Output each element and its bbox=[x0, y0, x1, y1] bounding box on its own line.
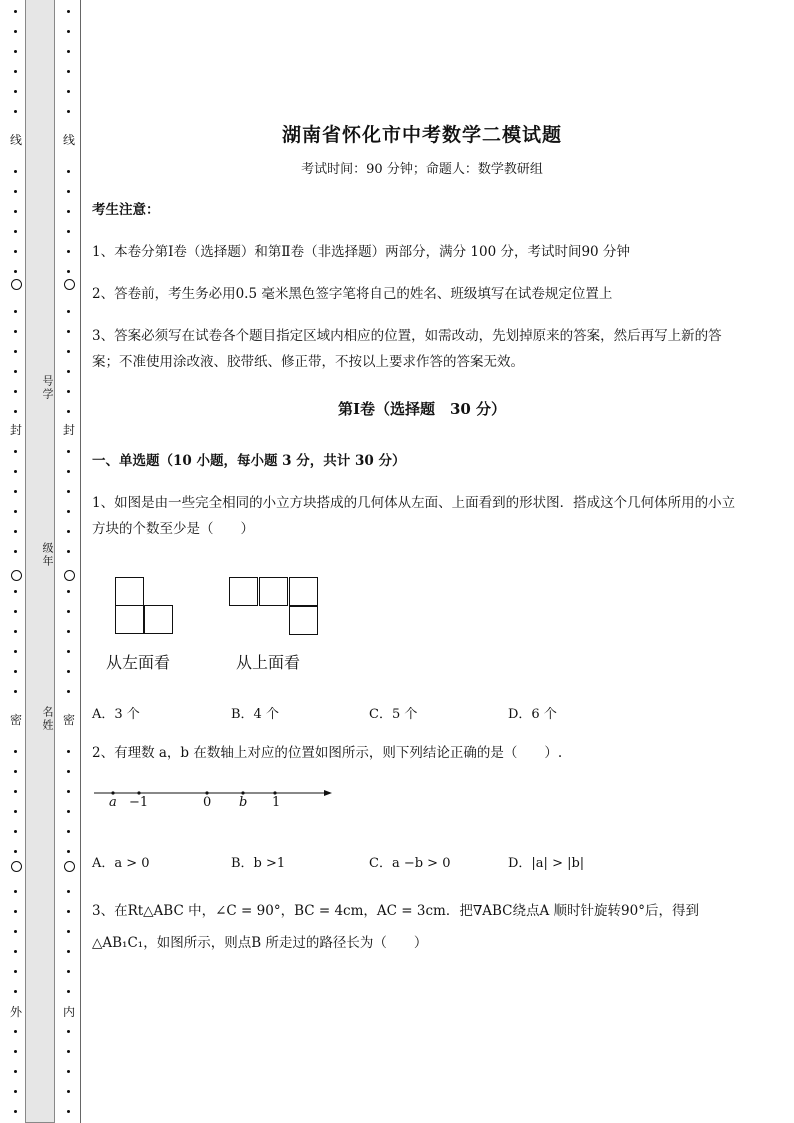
margin-dot bbox=[14, 830, 17, 833]
q1-option-c[interactable]: C．5 个 bbox=[369, 707, 418, 722]
margin-dot bbox=[14, 1050, 17, 1053]
question-3-line-1: 3、在Rt△ABC 中，∠C = 90°，BC = 4cm，AC = 3cm．把∇ABC绕点A 顺时针旋转90°后，得到 bbox=[92, 903, 699, 919]
margin-dot bbox=[14, 910, 17, 913]
margin-dot bbox=[67, 750, 70, 753]
margin-dot bbox=[14, 790, 17, 793]
margin-dot bbox=[67, 170, 70, 173]
margin-dot bbox=[67, 530, 70, 533]
margin-dot bbox=[67, 810, 70, 813]
margin-dot bbox=[14, 250, 17, 253]
margin-dot bbox=[67, 450, 70, 453]
margin-circle bbox=[11, 279, 22, 290]
outer-margin-word: 封 bbox=[9, 423, 22, 437]
margin-dot bbox=[14, 210, 17, 213]
margin-dot bbox=[14, 310, 17, 313]
margin-dot bbox=[67, 1070, 70, 1073]
q1-option-d[interactable]: D．6 个 bbox=[508, 707, 557, 722]
notice-item-2: 2、答卷前，考生务必用0.5 毫米黑色签字笔将自己的姓名、班级填写在试卷规定位置上 bbox=[92, 286, 613, 302]
label-zero: 0 bbox=[203, 795, 212, 810]
margin-dot bbox=[14, 990, 17, 993]
section-title: 第Ⅰ卷（选择题 30 分） bbox=[337, 400, 507, 418]
margin-circle bbox=[64, 279, 75, 290]
margin-dot bbox=[67, 190, 70, 193]
margin-dot bbox=[67, 550, 70, 553]
margin-circle bbox=[64, 861, 75, 872]
margin-dot bbox=[14, 110, 17, 113]
part-heading: 一、单选题（10 小题，每小题 3 分，共计 30 分） bbox=[92, 453, 406, 469]
outer-dotted-line bbox=[11, 0, 21, 1123]
margin-dot bbox=[67, 1090, 70, 1093]
margin-dot bbox=[14, 510, 17, 513]
margin-dot bbox=[14, 610, 17, 613]
name-field: 名姓 bbox=[41, 706, 54, 732]
number-line-figure bbox=[92, 780, 342, 820]
margin-dot bbox=[67, 670, 70, 673]
margin-dot bbox=[67, 310, 70, 313]
margin-dot bbox=[67, 610, 70, 613]
margin-dot bbox=[14, 50, 17, 53]
margin-dot bbox=[67, 850, 70, 853]
margin-dot bbox=[14, 670, 17, 673]
outer-margin-word: 密 bbox=[9, 713, 22, 727]
margin-dot bbox=[67, 1030, 70, 1033]
margin-circle bbox=[11, 570, 22, 581]
margin-dot bbox=[14, 350, 17, 353]
label-a: a bbox=[109, 795, 117, 810]
q2-option-c[interactable]: C．a −b > 0 bbox=[369, 856, 451, 871]
label-one: 1 bbox=[272, 795, 281, 810]
margin-dot bbox=[67, 830, 70, 833]
margin-dot bbox=[14, 90, 17, 93]
left-view-caption: 从左面看 bbox=[106, 653, 171, 672]
margin-dot bbox=[67, 390, 70, 393]
margin-dot bbox=[67, 110, 70, 113]
margin-dot bbox=[67, 230, 70, 233]
margin-dot bbox=[14, 650, 17, 653]
margin-dot bbox=[67, 690, 70, 693]
top-view-caption: 从上面看 bbox=[236, 653, 301, 672]
margin-dot bbox=[14, 490, 17, 493]
margin-dot bbox=[67, 770, 70, 773]
margin-dot bbox=[14, 750, 17, 753]
margin-dot bbox=[14, 390, 17, 393]
margin-circle bbox=[11, 861, 22, 872]
inner-dotted-line bbox=[64, 0, 74, 1123]
margin-dot bbox=[67, 950, 70, 953]
question-3-line-2: △AB₁C₁，如图所示，则点B 所走过的路径长为（ ） bbox=[92, 935, 428, 951]
margin-dot bbox=[67, 490, 70, 493]
margin-dot bbox=[14, 690, 17, 693]
margin-dot bbox=[67, 910, 70, 913]
margin-dot bbox=[67, 410, 70, 413]
margin-dot bbox=[14, 950, 17, 953]
margin-dot bbox=[14, 1070, 17, 1073]
margin-dot bbox=[14, 330, 17, 333]
margin-dot bbox=[67, 650, 70, 653]
margin-dot bbox=[14, 630, 17, 633]
margin-dot bbox=[14, 770, 17, 773]
margin-dot bbox=[14, 450, 17, 453]
q1-option-a[interactable]: A．3 个 bbox=[92, 707, 140, 722]
label-neg-one: −1 bbox=[129, 795, 149, 810]
margin-dot bbox=[14, 930, 17, 933]
student-id-field: 号学 bbox=[41, 375, 54, 401]
margin-dot bbox=[14, 230, 17, 233]
margin-dot bbox=[67, 970, 70, 973]
margin-dot bbox=[14, 370, 17, 373]
margin-dot bbox=[67, 50, 70, 53]
margin-dot bbox=[14, 190, 17, 193]
outer-margin-word: 外 bbox=[9, 1005, 22, 1019]
q1-option-b[interactable]: B．4 个 bbox=[231, 707, 279, 722]
notice-item-3: 3、答案必须写在试卷各个题目指定区域内相应的位置，如需改动，先划掉原来的答案，然后再写上新的答案；不准使用涂改液、胶带纸、修正带，不按以上要求作答的答案无效。 bbox=[92, 328, 722, 370]
margin-dot bbox=[67, 510, 70, 513]
margin-dot bbox=[14, 590, 17, 593]
margin-dot bbox=[14, 1090, 17, 1093]
margin-dot bbox=[67, 470, 70, 473]
margin-dot bbox=[14, 550, 17, 553]
margin-dot bbox=[14, 1110, 17, 1113]
inner-margin-word: 内 bbox=[62, 1005, 75, 1019]
q2-option-a[interactable]: A．a > 0 bbox=[92, 856, 150, 871]
margin-dot bbox=[67, 930, 70, 933]
margin-dot bbox=[14, 970, 17, 973]
margin-dot bbox=[14, 850, 17, 853]
margin-dot bbox=[67, 630, 70, 633]
margin-dot bbox=[14, 890, 17, 893]
margin-dot bbox=[14, 410, 17, 413]
label-b: b bbox=[239, 795, 248, 810]
student-info-bar bbox=[25, 0, 55, 1123]
inner-margin-word: 密 bbox=[62, 713, 75, 727]
margin-dot bbox=[67, 30, 70, 33]
margin-dot bbox=[67, 370, 70, 373]
margin-dot bbox=[67, 70, 70, 73]
question-2-text: 2、有理数 a，b 在数轴上对应的位置如图所示，则下列结论正确的是（ ）. bbox=[92, 745, 563, 761]
margin-dot bbox=[14, 70, 17, 73]
binding-margin bbox=[0, 0, 82, 1123]
margin-dot bbox=[14, 530, 17, 533]
q2-option-d[interactable]: D．|a| > |b| bbox=[508, 856, 585, 871]
question-1-text: 1、如图是由一些完全相同的小立方块搭成的几何体从左面、上面看到的形状图．搭成这个几何体所用的小立方块的个数至少是（ ） bbox=[92, 495, 736, 537]
margin-dot bbox=[14, 270, 17, 273]
margin-dot bbox=[67, 590, 70, 593]
notice-item-1: 1、本卷分第Ⅰ卷（选择题）和第Ⅱ卷（非选择题）两部分，满分 100 分，考试时间90 分钟 bbox=[92, 244, 630, 260]
margin-dot bbox=[67, 1050, 70, 1053]
q2-option-b[interactable]: B．b >1 bbox=[231, 856, 286, 871]
margin-dot bbox=[67, 10, 70, 13]
margin-dot bbox=[67, 990, 70, 993]
margin-dot bbox=[14, 470, 17, 473]
margin-dot bbox=[14, 30, 17, 33]
margin-circle bbox=[64, 570, 75, 581]
outer-margin-word: 线 bbox=[9, 133, 22, 147]
margin-dot bbox=[14, 170, 17, 173]
inner-margin-word: 封 bbox=[62, 423, 75, 437]
margin-border-line bbox=[80, 0, 81, 1123]
margin-dot bbox=[67, 90, 70, 93]
margin-dot bbox=[67, 210, 70, 213]
margin-dot bbox=[67, 330, 70, 333]
exam-info: 考试时间：90 分钟；命题人：数学教研组 bbox=[301, 162, 543, 177]
margin-dot bbox=[67, 250, 70, 253]
page-title: 湖南省怀化市中考数学二模试题 bbox=[281, 124, 562, 146]
margin-dot bbox=[14, 10, 17, 13]
margin-dot bbox=[67, 790, 70, 793]
margin-dot bbox=[67, 890, 70, 893]
notice-heading: 考生注意： bbox=[92, 202, 160, 218]
margin-dot bbox=[14, 1030, 17, 1033]
margin-dot bbox=[67, 1110, 70, 1113]
margin-dot bbox=[14, 810, 17, 813]
inner-margin-word: 线 bbox=[62, 133, 75, 147]
margin-dot bbox=[67, 270, 70, 273]
class-field: 级年 bbox=[41, 542, 54, 568]
margin-dot bbox=[67, 350, 70, 353]
